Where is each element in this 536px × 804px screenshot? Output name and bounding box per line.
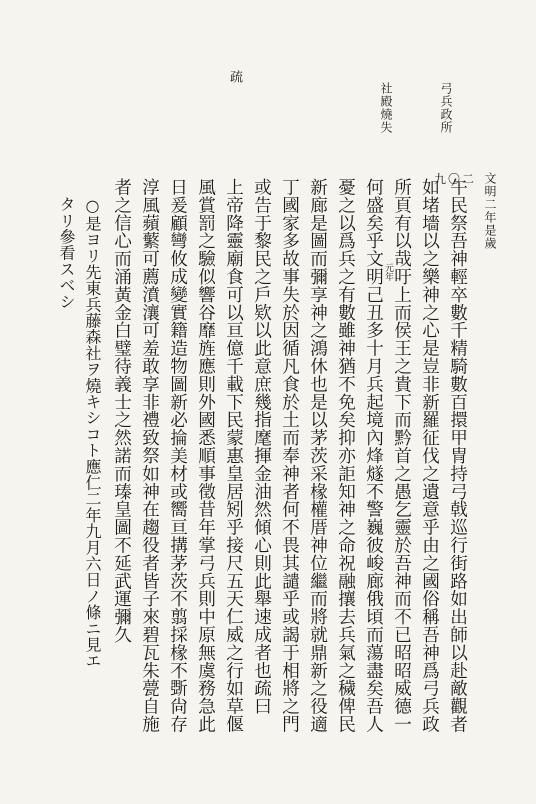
body-column-8: 或告于黎民之戶欵以此意庶幾指麾揮金油然傾心則此舉速成者也疏曰 [251,178,272,715]
caption-bow-soldier-office: 弓兵政所 [439,82,453,134]
page-number: 九〇二 [434,172,477,186]
body-column-9: 上帝降靈廟食可以亘億千載下民蒙惠皇居矧乎接尺五天仁威之行如草偃 [223,178,244,733]
body-column-6: 新廊是圖而彌享神之鴻休也是以茅茨采椽權厝神位繼而將就鼎新之役適 [307,178,328,733]
running-head: 文明二年是歲 [483,172,497,250]
body-column-12: 淳風蘋蘩可薦濆瀼可羞敢享非禮致祭如神在趨役者皆子來碧瓦朱甍自施 [139,178,160,733]
body-column-1: 午民祭吾神輕卒數千精騎數百擐甲冑持弓戟巡行街路如出師以赴敵觀者 [447,178,468,733]
section-title: 疏 [227,70,242,86]
caption-shrine-burned: 社殿燒失 [379,82,393,134]
body-column-7: 丁國家多故事失於因循凡食於土而奉神者何不畏其譴乎或謁于相將之門 [279,178,300,733]
body-column-11: 日爰顧彎攸成變實籍造物圖新必掄美材或嚮亘搆茅茨不翦採椽不斲尙存 [167,178,188,733]
body-column-3: 所頁有以哉吁上而侯王之貴下而黔首之愚乞靈於吾神而不已昭昭威德一 [391,178,412,733]
body-column-4: 何盛矣乎文明己丑多十月兵起境內烽燧不警巍彼峻廊俄頃而蕩盡矣吾人 [363,178,384,733]
body-column-10: 風賞罰之驗似響谷靡旌應則外國悉順事徵昔年掌弓兵則中原無虞務急此 [195,178,216,733]
body-column-13: 者之信心而涌黃金白璧待義士之然諾而瑧皇圖不延武運彌久 [111,178,132,644]
body-column-5: 憂之以爲兵之有數雖神猶不免矣抑亦詎知神之命祝融攘去兵氣之穢俾民 [335,178,356,733]
year-annotation: 元年 [383,263,393,281]
body-column-2: 如堵墻以之樂神之心是豈非新羅征伐之遺意乎由之國俗稱吾神爲弓兵政 [419,178,440,733]
editorial-note-line-2: タリ參看スベシ [57,196,76,310]
editorial-note-line-1: ○是ヨリ先東兵藤森社ヲ燒キシコト應仁二年九月六日ノ條ニ見エ [83,196,102,669]
